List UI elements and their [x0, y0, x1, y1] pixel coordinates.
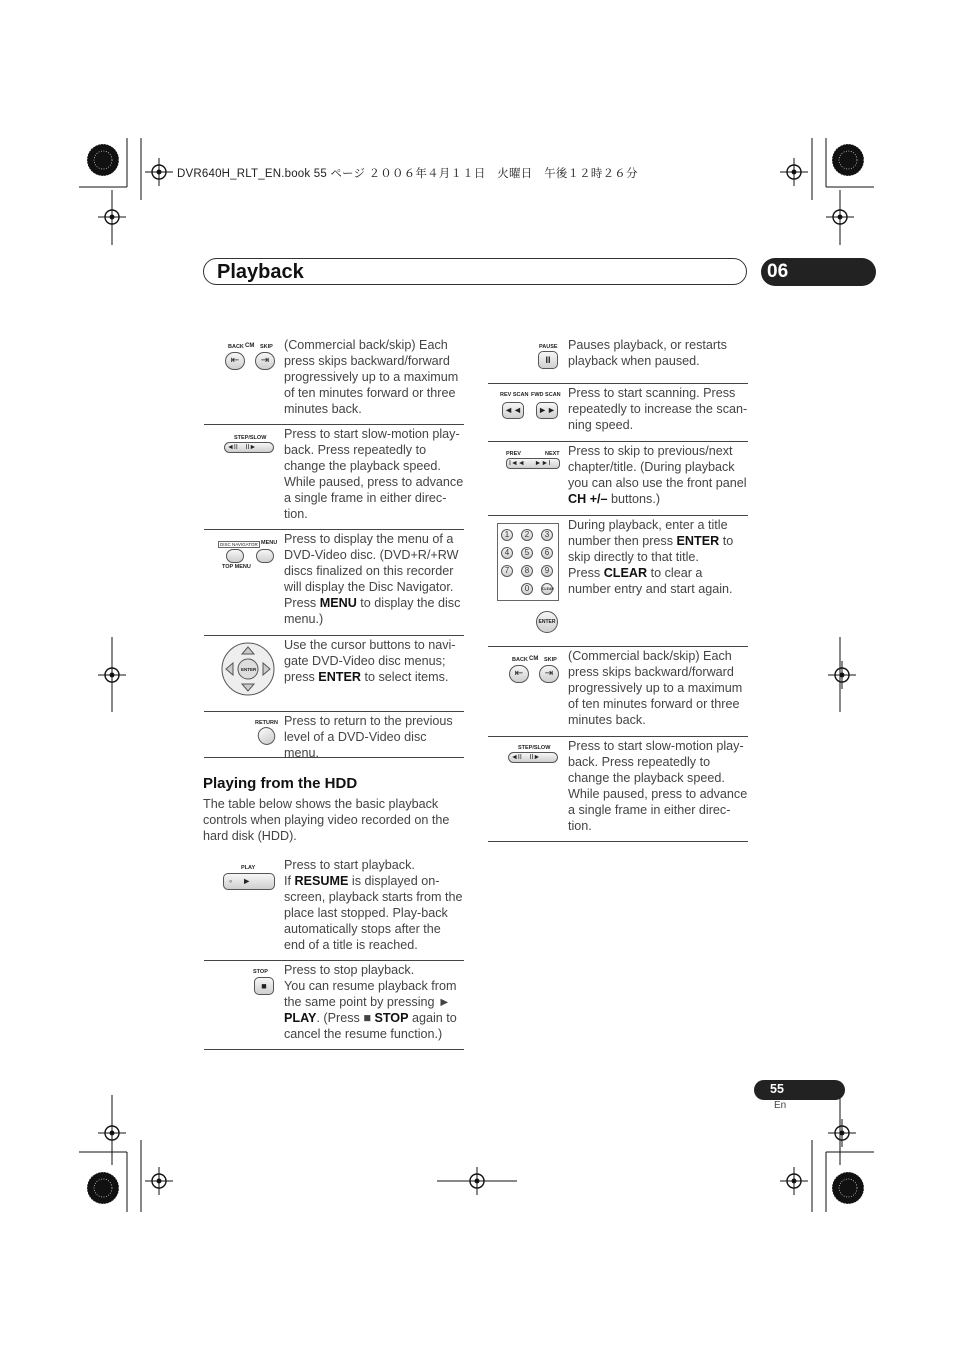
page-number: 55 — [770, 1082, 784, 1096]
row-description: Press to display the menu of a DVD-Video disc. (DVD+R/+RW discs finalized on this recorder will display the Disc Navigator. Press MENU to display the disc menu.) — [284, 532, 461, 626]
row-description: Press to stop playback. You can resume playback from the same point by pressing ► PLAY. (Press ■ STOP again to cancel the resume function.) — [284, 963, 457, 1041]
row-description: Press to start slow-motion play-back. Press repeatedly to change the playback speed. While paused, press to advance a single frame in either direc-tion. — [568, 739, 748, 833]
table-row: REV SCAN FWD SCAN ◄◄ ►► Press to start scanning. Press repeatedly to increase the scan-ning speed. — [488, 383, 748, 442]
row-description: During playback, enter a title number then press ENTER to skip directly to that title. Press CLEAR to clear a number entry and start again. — [568, 518, 734, 596]
row-description: Use the cursor buttons to navi-gate DVD-Video disc menus; press ENTER to select items. — [284, 638, 456, 684]
print-header: DVR640H_RLT_EN.book 55 ページ ２００６年４月１１日 火曜日 午後１２時２６分 — [177, 168, 638, 180]
row-description: Press to skip to previous/next chapter/title. (During playback you can also use the front panel CH +/– buttons.) — [568, 444, 747, 506]
chapter-title-bar — [203, 258, 747, 285]
row-description: Press to return to the previous level of a DVD-Video disc menu. — [284, 714, 453, 760]
table-row: 1 2 3 4 5 6 7 8 9 0 CLEAR ENTER During playback, enter a title number then press ENTER to skip directly to that title. Press CLEAR to clear a number entry and start again. — [488, 515, 748, 647]
table-row: PLAY ◦ ► Press to start playback. If RESUME is displayed on-screen, playback starts from the place last stopped. Play-back automatically stops after the end of a title is reached. — [204, 857, 464, 961]
table-row: ENTER Use the cursor buttons to navi-gate DVD-Video disc menus; press ENTER to select items. — [204, 635, 464, 712]
table-row: STOP ■ Press to stop playback. You can resume playback from the same point by pressing ► PLAY. (Press ■ STOP again to cancel the resume function.) — [204, 960, 464, 1050]
chapter-number: 06 — [767, 261, 789, 282]
section-title: Playing from the HDD — [203, 775, 358, 792]
table-row: RETURN Press to return to the previous level of a DVD-Video disc menu. — [204, 711, 464, 758]
table-row: PREV NEXT I◄◄ ►►I Press to skip to previous/next chapter/title. (During playback you can also use the front panel CH +/– buttons.) — [488, 441, 748, 516]
chapter-number-tab — [761, 258, 876, 286]
page-number-tab — [754, 1080, 845, 1100]
table-row: BACK CM SKIP ⇤ ⇥ (Commercial back/skip) Each press skips backward/forward progressively up to a maximum of ten minutes forward or three minutes back. — [204, 337, 464, 425]
language-code: En — [774, 1100, 787, 1111]
section-intro: The table below shows the basic playback controls when playing video recorded on the hard disk (HDD). — [203, 797, 450, 843]
row-description: Press to start slow-motion play-back. Press repeatedly to change the playback speed. While paused, press to advance a single frame in either direc-tion. — [284, 427, 464, 521]
table-row: STEP/SLOW ◄II II► Press to start slow-motion play-back. Press repeatedly to change the playback speed. While paused, press to advance a single frame in either direc-tion. — [488, 736, 748, 842]
table-row: DISC NAVIGATOR MENU TOP MENU Press to display the menu of a DVD-Video disc. (DVD+R/+RW discs finalized on this recorder will display the Disc Navigator. Press MENU to display the disc menu.) — [204, 529, 464, 636]
row-description: Press to start playback. If RESUME is displayed on-screen, playback starts from the place last stopped. Play-back automatically stops after the end of a title is reached. — [284, 858, 463, 952]
row-description: (Commercial back/skip) Each press skips backward/forward progressively up to a maximum of ten minutes forward or three minutes back. — [284, 338, 459, 416]
row-description: Pauses playback, or restarts playback when paused. — [568, 338, 727, 368]
table-row: PAUSE II Pauses playback, or restarts playback when paused. — [488, 337, 748, 384]
chapter-title: Playback — [217, 261, 304, 283]
row-description: Press to start scanning. Press repeatedly to increase the scan-ning speed. — [568, 386, 748, 432]
table-row: STEP/SLOW ◄II II► Press to start slow-motion play-back. Press repeatedly to change the playback speed. While paused, press to advance a single frame in either direc-tion. — [204, 424, 464, 530]
table-row: BACK CM SKIP ⇤ ⇥ (Commercial back/skip) Each press skips backward/forward progressively up to a maximum of ten minutes forward or three minutes back. — [488, 646, 748, 737]
row-description: (Commercial back/skip) Each press skips backward/forward progressively up to a maximum of ten minutes forward or three minutes back. — [568, 649, 743, 727]
